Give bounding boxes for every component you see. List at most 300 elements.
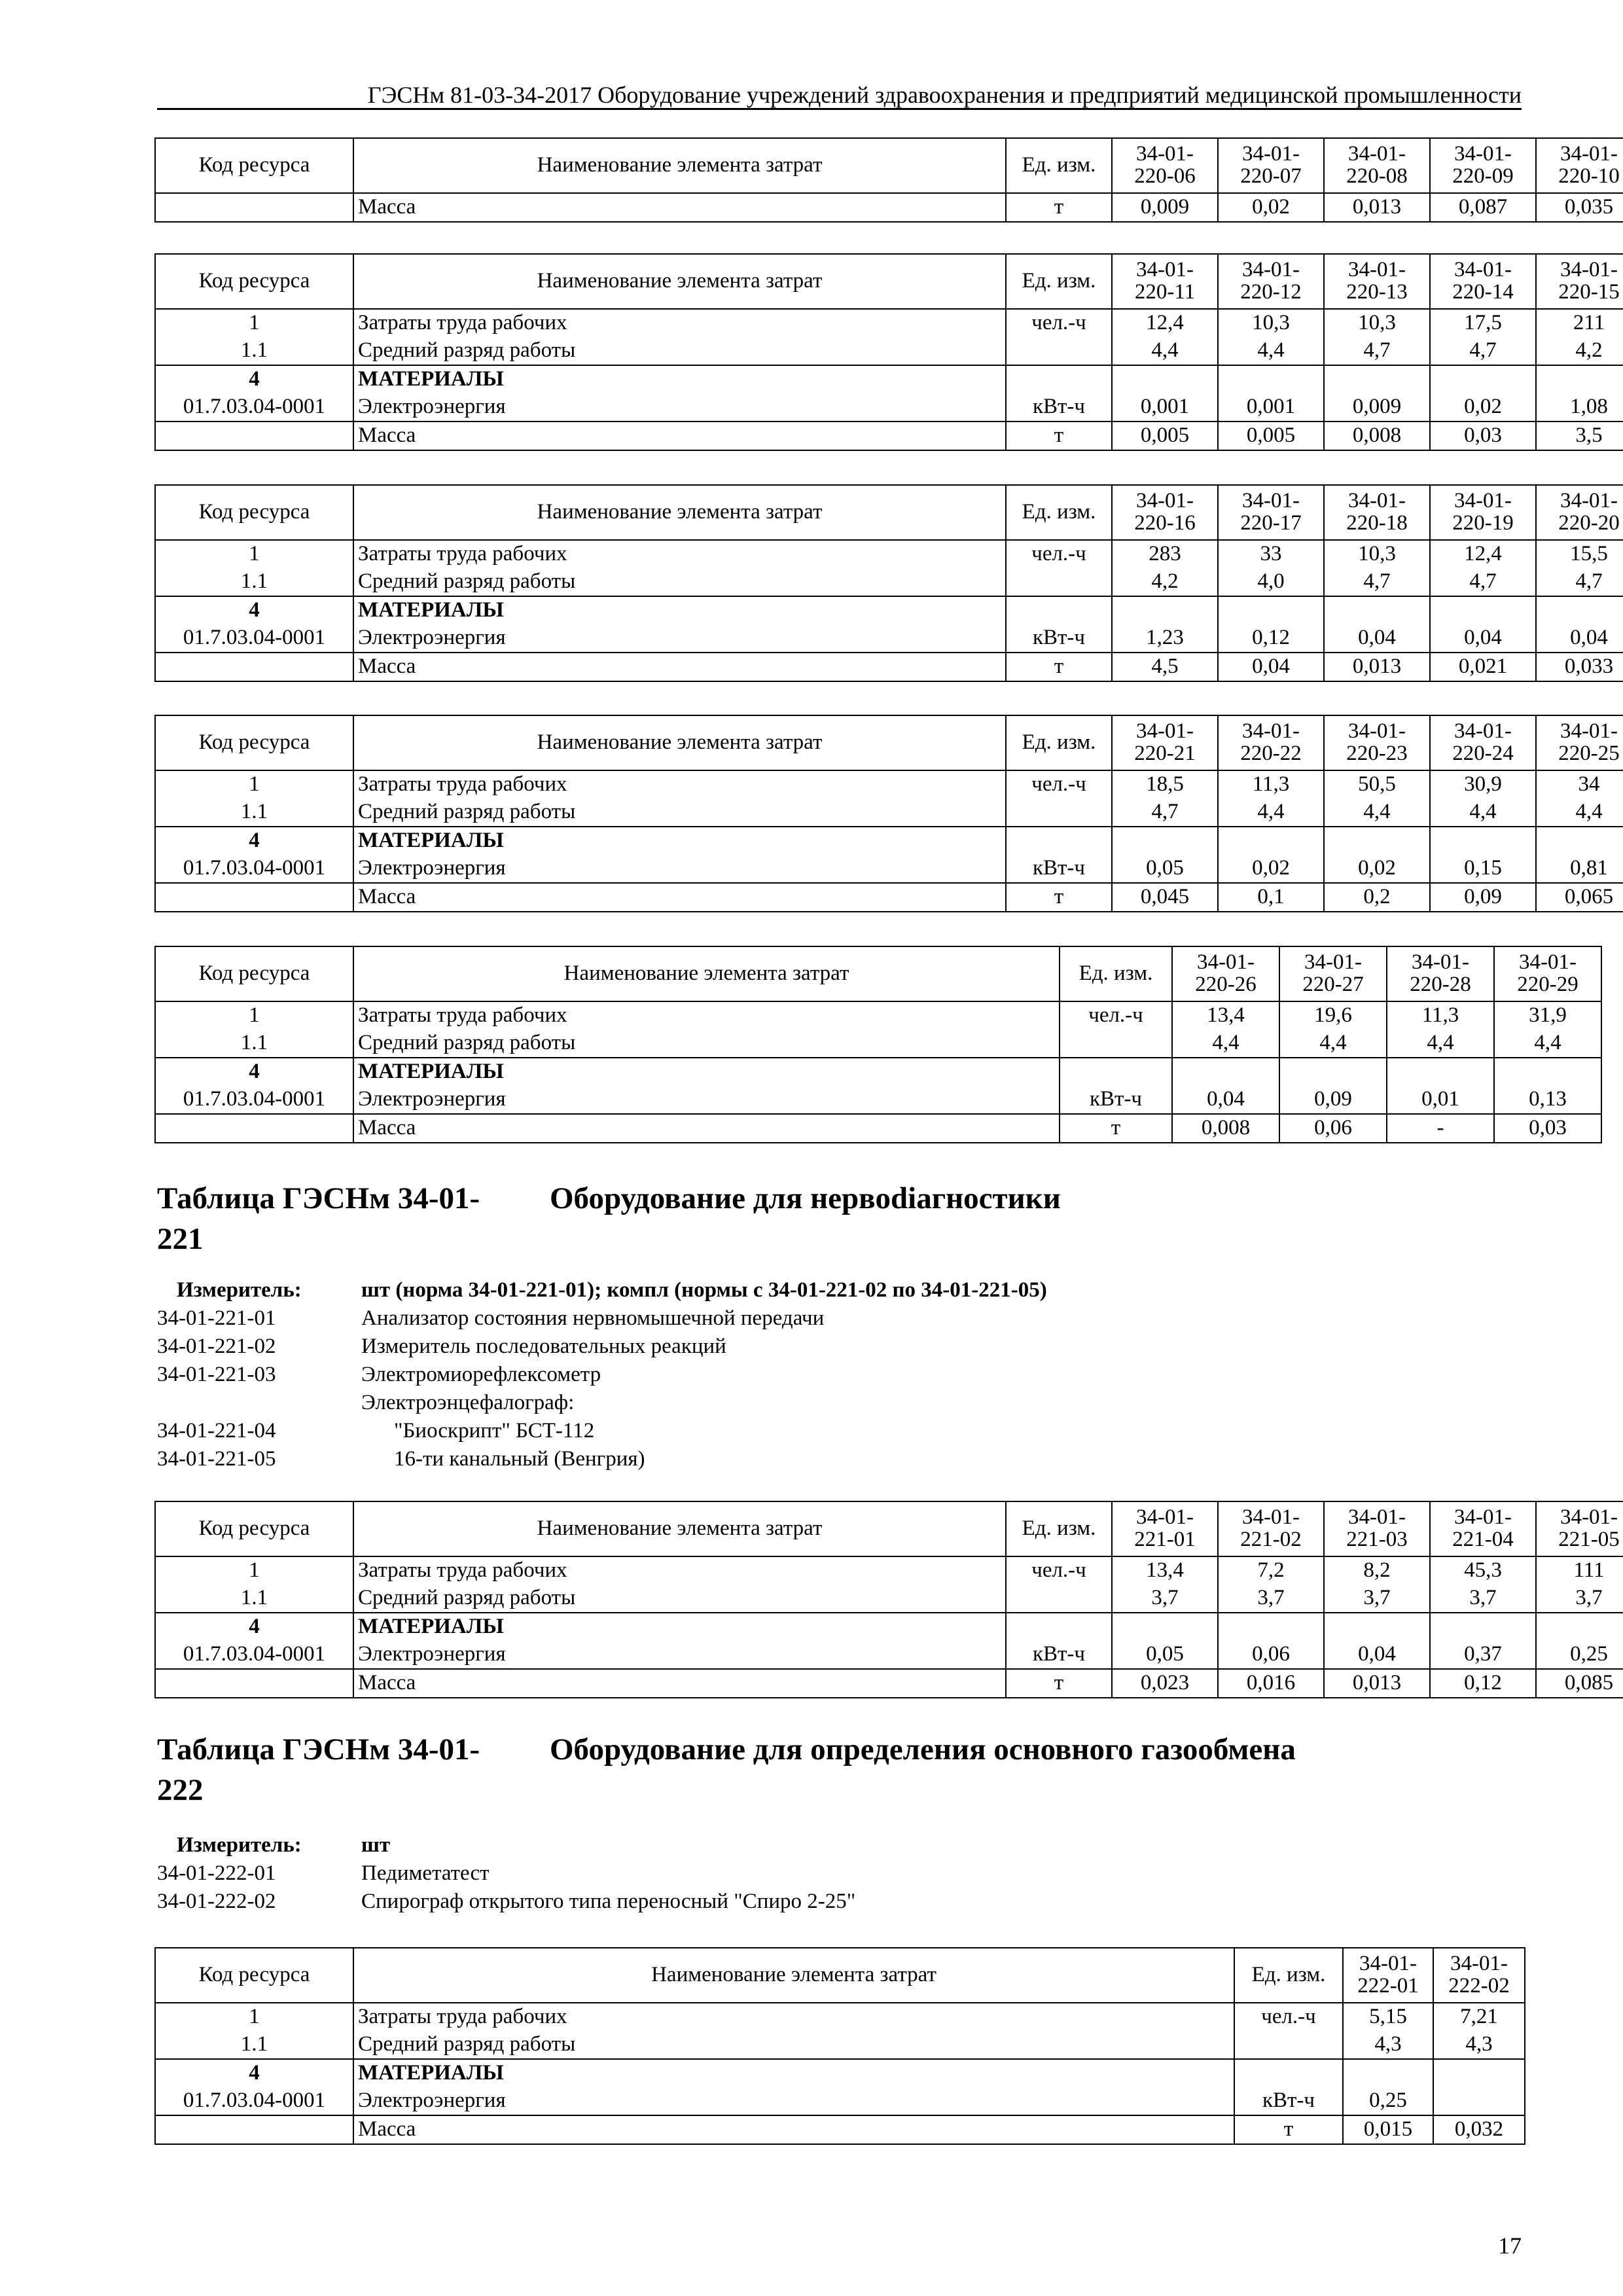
resource-value: 4,2 [1536,337,1623,365]
resource-value: 0,02 [1218,193,1324,222]
table-row [155,624,1623,653]
norm-code-bottom: 222-02 [1448,1974,1510,1998]
resource-value: 0,05 [1112,855,1218,883]
resource-value: 0,033 [1536,653,1623,681]
col-header-name: Наименование элемента затрат [353,946,1060,1001]
table-row [155,1669,1623,1698]
resource-value: 4,4 [1536,798,1623,827]
resource-table [154,1947,1525,2145]
meter-item-code: 34-01-222-01 [157,1861,276,1885]
col-header-code: Код ресурса [155,1501,353,1556]
resource-value: 4,3 [1433,2031,1525,2059]
meter-item-text: 16-ти канальный (Венгрия) [394,1447,645,1471]
section-title-221-left-1: Таблица ГЭСНм 34-01- [157,1181,480,1215]
col-header-norm-code [1343,1948,1433,2003]
norm-code-bottom: 220-11 [1134,280,1196,304]
resource-value: 3,5 [1536,422,1623,450]
meter-item-text: Спирограф открытого типа переносный "Спиро 2-25" [361,1890,856,1913]
resource-name: Средний разряд работы [353,798,1006,827]
norm-code-bottom: 221-01 [1134,1528,1196,1551]
norm-code-top: 34-01- [1242,142,1300,166]
resource-code: 4 [155,596,353,624]
norm-code-top: 34-01- [1242,1505,1300,1530]
resource-value: 0,02 [1430,393,1536,422]
col-header-norm-code [1218,254,1324,309]
section-title-222-left-1: Таблица ГЭСНм 34-01- [157,1732,480,1767]
resource-value [1218,596,1324,624]
resource-code: 1.1 [155,337,353,365]
resource-value [1536,1613,1623,1641]
resource-value: 34 [1536,770,1623,798]
norm-code-bottom: 220-14 [1452,280,1514,304]
resource-value: 0,013 [1324,193,1430,222]
resource-value: 4,7 [1112,798,1218,827]
resource-value: 0,03 [1430,422,1536,450]
col-header-name: Наименование элемента затрат [353,138,1006,193]
meter-item-code: 34-01-221-05 [157,1447,276,1471]
resource-unit [1006,798,1112,827]
resource-name: Затраты труда рабочих [353,770,1006,798]
col-header-norm-code [1430,715,1536,770]
resource-value [1218,827,1324,855]
resource-value: 0,04 [1430,624,1536,653]
meter-value: шт [361,1833,391,1857]
col-header-norm-code [1324,1501,1430,1556]
resource-unit [1006,1613,1112,1641]
resource-value: 4,4 [1324,798,1430,827]
col-header-norm-code [1430,138,1536,193]
page-header-title: ГЭСНм 81-03-34-2017 Оборудование учреждений здравоохранения и предприятий медицинской промышленности [367,82,1522,108]
meter-item-code: 34-01-221-03 [157,1363,276,1386]
resource-name: Масса [353,422,1006,450]
resource-name: Электроэнергия [353,1086,1060,1114]
resource-unit: чел.-ч [1006,770,1112,798]
resource-unit: т [1006,193,1112,222]
col-header-code: Код ресурса [155,485,353,540]
resource-value: 283 [1112,540,1218,568]
resource-value: 0,25 [1343,2087,1433,2115]
resource-value: 3,7 [1324,1585,1430,1613]
resource-name: МАТЕРИАЛЫ [353,1058,1060,1086]
resource-name: Средний разряд работы [353,2031,1234,2059]
table-row [155,798,1623,827]
resource-value [1218,1613,1324,1641]
col-header-norm-code [1536,485,1623,540]
resource-unit: кВт-ч [1234,2087,1343,2115]
col-header-code: Код ресурса [155,254,353,309]
meter-item-text: Педиметатест [361,1861,490,1885]
resource-value: 3,7 [1218,1585,1324,1613]
resource-value [1387,1058,1494,1086]
resource-value: 0,05 [1112,1641,1218,1669]
resource-value: 0,06 [1279,1114,1387,1143]
resource-value: 0,1 [1218,883,1324,912]
resource-value: 4,4 [1218,337,1324,365]
table-row [155,596,1623,624]
norm-code-top: 34-01- [1348,489,1406,513]
resource-unit: чел.-ч [1006,540,1112,568]
resource-unit: т [1006,1669,1112,1698]
resource-value: 4,4 [1218,798,1324,827]
norm-code-bottom: 220-10 [1558,164,1620,188]
resource-name: Электроэнергия [353,393,1006,422]
resource-value [1324,596,1430,624]
resource-name: Средний разряд работы [353,1585,1006,1613]
resource-code: 01.7.03.04-0001 [155,624,353,653]
col-header-code: Код ресурса [155,946,353,1001]
resource-unit [1060,1030,1172,1058]
resource-value: 4,4 [1279,1030,1387,1058]
norm-code-bottom: 220-21 [1134,742,1196,765]
resource-value: 8,2 [1324,1556,1430,1585]
resource-value: 0,09 [1279,1086,1387,1114]
resource-value: 0,087 [1430,193,1536,222]
resource-value [1218,365,1324,393]
resource-value: 0,009 [1112,193,1218,222]
col-header-code: Код ресурса [155,138,353,193]
resource-code [155,883,353,912]
col-header-norm-code [1536,1501,1623,1556]
norm-code-top: 34-01- [1348,1505,1406,1530]
table-row [155,827,1623,855]
resource-value [1324,365,1430,393]
resource-value: 4,4 [1387,1030,1494,1058]
col-header-name: Наименование элемента затрат [353,485,1006,540]
col-header-norm-code [1218,715,1324,770]
resource-value: 1,23 [1112,624,1218,653]
meter-label: Измеритель: [177,1278,302,1302]
col-header-norm-code [1430,1501,1536,1556]
resource-name: МАТЕРИАЛЫ [353,1613,1006,1641]
section-title-222-right: Оборудование для определения основного газообмена [550,1732,1296,1767]
resource-name: Электроэнергия [353,855,1006,883]
resource-value: 0,045 [1112,883,1218,912]
resource-value: 0,12 [1218,624,1324,653]
resource-value: 19,6 [1279,1001,1387,1030]
col-header-norm-code [1536,138,1623,193]
resource-value: 0,016 [1218,1669,1324,1698]
norm-code-top: 34-01- [1136,719,1194,744]
table-row [155,1001,1601,1030]
resource-value: 0,37 [1430,1641,1536,1669]
resource-value: 4,0 [1218,568,1324,596]
norm-code-top: 34-01- [1560,258,1618,282]
resource-value: 1,08 [1536,393,1623,422]
resource-value: 4,5 [1112,653,1218,681]
norm-code-bottom: 220-18 [1346,511,1408,535]
resource-value: 4,2 [1112,568,1218,596]
resource-code [155,1114,353,1143]
resource-value: 10,3 [1324,309,1430,337]
resource-value: 0,015 [1343,2115,1433,2144]
table-row [155,1086,1601,1114]
resource-value: 0,01 [1387,1086,1494,1114]
resource-value: 7,21 [1433,2003,1525,2031]
norm-code-top: 34-01- [1136,142,1194,166]
resource-value: 0,04 [1172,1086,1279,1114]
col-header-norm-code [1112,254,1218,309]
resource-code: 1 [155,2003,353,2031]
table-row [155,1585,1623,1613]
norm-code-bottom: 221-05 [1558,1528,1620,1551]
resource-name: Затраты труда рабочих [353,540,1006,568]
resource-name: МАТЕРИАЛЫ [353,596,1006,624]
col-header-name: Наименование элемента затрат [353,715,1006,770]
meter-item-code: 34-01-222-02 [157,1890,276,1913]
resource-value: 0,008 [1172,1114,1279,1143]
header-rule [157,108,1522,110]
resource-name: Электроэнергия [353,624,1006,653]
col-header-norm-code [1430,485,1536,540]
resource-value: 4,4 [1430,798,1536,827]
table-row [155,1556,1623,1585]
resource-value: 0,04 [1536,624,1623,653]
resource-value [1433,2059,1525,2087]
resource-name: Затраты труда рабочих [353,1001,1060,1030]
resource-unit [1006,365,1112,393]
col-header-unit: Ед. изм. [1060,946,1172,1001]
resource-value: 4,7 [1324,337,1430,365]
meter-item-text: "Биоскрипт" БСТ-112 [394,1419,595,1443]
table-row [155,2087,1525,2115]
resource-value: 0,25 [1536,1641,1623,1669]
resource-code [155,193,353,222]
norm-code-bottom: 220-23 [1346,742,1408,765]
resource-value: 0,04 [1218,653,1324,681]
resource-name: Средний разряд работы [353,1030,1060,1058]
col-header-norm-code [1324,485,1430,540]
resource-value: 0,021 [1430,653,1536,681]
resource-table [154,715,1623,912]
resource-name: Масса [353,653,1006,681]
col-header-norm-code [1112,138,1218,193]
resource-value [1279,1058,1387,1086]
resource-unit: т [1006,653,1112,681]
resource-value: 13,4 [1172,1001,1279,1030]
norm-code-bottom: 220-17 [1240,511,1302,535]
resource-name: Средний разряд работы [353,337,1006,365]
resource-code: 01.7.03.04-0001 [155,2087,353,2115]
col-header-unit: Ед. изм. [1006,138,1112,193]
norm-code-top: 34-01- [1304,950,1362,975]
resource-value [1430,1613,1536,1641]
col-header-norm-code [1324,715,1430,770]
table-row [155,2059,1525,2087]
norm-code-bottom: 220-06 [1134,164,1196,188]
resource-unit [1006,596,1112,624]
resource-value: 15,5 [1536,540,1623,568]
resource-value [1112,596,1218,624]
col-header-norm-code [1218,1501,1324,1556]
resource-value: 4,7 [1536,568,1623,596]
resource-code: 4 [155,1613,353,1641]
resource-code: 4 [155,1058,353,1086]
norm-code-top: 34-01- [1359,1952,1417,1976]
norm-code-top: 34-01- [1412,950,1469,975]
resource-name: Затраты труда рабочих [353,2003,1234,2031]
resource-unit [1006,1585,1112,1613]
resource-unit: т [1006,883,1112,912]
resource-name: МАТЕРИАЛЫ [353,2059,1234,2087]
col-header-unit: Ед. изм. [1006,1501,1112,1556]
col-header-norm-code [1387,946,1494,1001]
norm-code-bottom: 220-15 [1558,280,1620,304]
meter-item-code: 34-01-221-02 [157,1335,276,1358]
resource-value: 50,5 [1324,770,1430,798]
resource-value: 0,2 [1324,883,1430,912]
resource-value: 0,009 [1324,393,1430,422]
col-header-norm-code [1536,715,1623,770]
resource-unit [1234,2031,1343,2059]
resource-value: 4,7 [1430,568,1536,596]
resource-value: 10,3 [1324,540,1430,568]
resource-unit: т [1060,1114,1172,1143]
resource-table [154,946,1602,1143]
resource-code [155,1669,353,1698]
resource-value [1536,827,1623,855]
resource-value: 0,035 [1536,193,1623,222]
col-header-norm-code [1324,254,1430,309]
resource-value: 10,3 [1218,309,1324,337]
resource-value [1112,365,1218,393]
resource-value: 12,4 [1112,309,1218,337]
resource-value: 0,001 [1218,393,1324,422]
table-row [155,568,1623,596]
resource-code [155,2115,353,2144]
norm-code-top: 34-01- [1136,1505,1194,1530]
col-header-norm-code [1112,485,1218,540]
norm-code-bottom: 220-26 [1195,973,1257,996]
resource-unit [1006,827,1112,855]
resource-table [154,253,1623,451]
norm-code-top: 34-01- [1136,489,1194,513]
resource-unit [1006,568,1112,596]
resource-value: 17,5 [1430,309,1536,337]
col-header-norm-code [1430,254,1536,309]
norm-code-bottom: 220-13 [1346,280,1408,304]
page-number: 17 [1498,2233,1522,2259]
resource-value: 4,4 [1112,337,1218,365]
meter-item-code: 34-01-221-04 [157,1419,276,1443]
col-header-unit: Ед. изм. [1006,254,1112,309]
meter-item-text: Измеритель последовательных реакций [361,1335,726,1358]
resource-unit: чел.-ч [1060,1001,1172,1030]
resource-value [1433,2087,1525,2115]
col-header-unit: Ед. изм. [1234,1948,1343,2003]
norm-code-top: 34-01- [1560,1505,1618,1530]
resource-value: 0,085 [1536,1669,1623,1698]
resource-unit: кВт-ч [1006,855,1112,883]
resource-unit: т [1234,2115,1343,2144]
resource-name: Электроэнергия [353,2087,1234,2115]
resource-value: 0,09 [1430,883,1536,912]
resource-value [1343,2059,1433,2087]
norm-code-bottom: 220-25 [1558,742,1620,765]
resource-value: 13,4 [1112,1556,1218,1585]
resource-name: Масса [353,1669,1006,1698]
table-row [155,337,1623,365]
resource-code: 1.1 [155,1030,353,1058]
table-row [155,1641,1623,1669]
col-header-norm-code [1112,1501,1218,1556]
resource-value: 0,023 [1112,1669,1218,1698]
resource-code: 1 [155,540,353,568]
resource-code: 01.7.03.04-0001 [155,393,353,422]
resource-value: 30,9 [1430,770,1536,798]
col-header-code: Код ресурса [155,1948,353,2003]
col-header-norm-code [1218,485,1324,540]
resource-value: 12,4 [1430,540,1536,568]
resource-unit: кВт-ч [1006,624,1112,653]
resource-code: 1 [155,1556,353,1585]
norm-code-top: 34-01- [1450,1952,1508,1976]
table-row [155,2115,1525,2144]
resource-name: Масса [353,883,1006,912]
col-header-norm-code [1536,254,1623,309]
resource-code: 01.7.03.04-0001 [155,855,353,883]
resource-code [155,653,353,681]
resource-name: Масса [353,1114,1060,1143]
resource-value: 0,81 [1536,855,1623,883]
resource-value: 211 [1536,309,1623,337]
resource-value [1112,1613,1218,1641]
norm-code-bottom: 220-07 [1240,164,1302,188]
resource-value: 0,04 [1324,1641,1430,1669]
resource-value: 33 [1218,540,1324,568]
resource-value [1430,596,1536,624]
table-row [155,653,1623,681]
section-title-221-left-2: 221 [157,1222,204,1256]
resource-name: Масса [353,2115,1234,2144]
resource-value: 0,013 [1324,1669,1430,1698]
col-header-name: Наименование элемента затрат [353,1501,1006,1556]
norm-code-top: 34-01- [1560,489,1618,513]
norm-code-top: 34-01- [1560,142,1618,166]
norm-code-bottom: 220-28 [1410,973,1471,996]
resource-name: МАТЕРИАЛЫ [353,827,1006,855]
resource-code: 1.1 [155,798,353,827]
table-row [155,2031,1525,2059]
resource-value [1112,827,1218,855]
norm-code-top: 34-01- [1136,258,1194,282]
resource-name: Средний разряд работы [353,568,1006,596]
meter-item-text: Анализатор состояния нервномышечной передачи [361,1306,825,1330]
table-row [155,855,1623,883]
resource-value: 0,065 [1536,883,1623,912]
resource-value: 0,13 [1494,1086,1601,1114]
resource-code: 1.1 [155,1585,353,1613]
section-title-222-left-2: 222 [157,1773,204,1807]
norm-code-top: 34-01- [1242,719,1300,744]
resource-unit [1006,337,1112,365]
resource-value: 45,3 [1430,1556,1536,1585]
norm-code-bottom: 220-24 [1452,742,1514,765]
norm-code-bottom: 222-01 [1357,1974,1419,1998]
resource-value: 18,5 [1112,770,1218,798]
resource-table [154,1501,1623,1698]
resource-table [154,484,1623,682]
resource-value: 111 [1536,1556,1623,1585]
norm-code-top: 34-01- [1454,719,1512,744]
norm-code-top: 34-01- [1348,719,1406,744]
resource-value [1430,365,1536,393]
resource-value [1324,827,1430,855]
norm-code-top: 34-01- [1348,258,1406,282]
norm-code-top: 34-01- [1348,142,1406,166]
resource-value [1536,596,1623,624]
norm-code-bottom: 220-20 [1558,511,1620,535]
resource-value: 5,15 [1343,2003,1433,2031]
